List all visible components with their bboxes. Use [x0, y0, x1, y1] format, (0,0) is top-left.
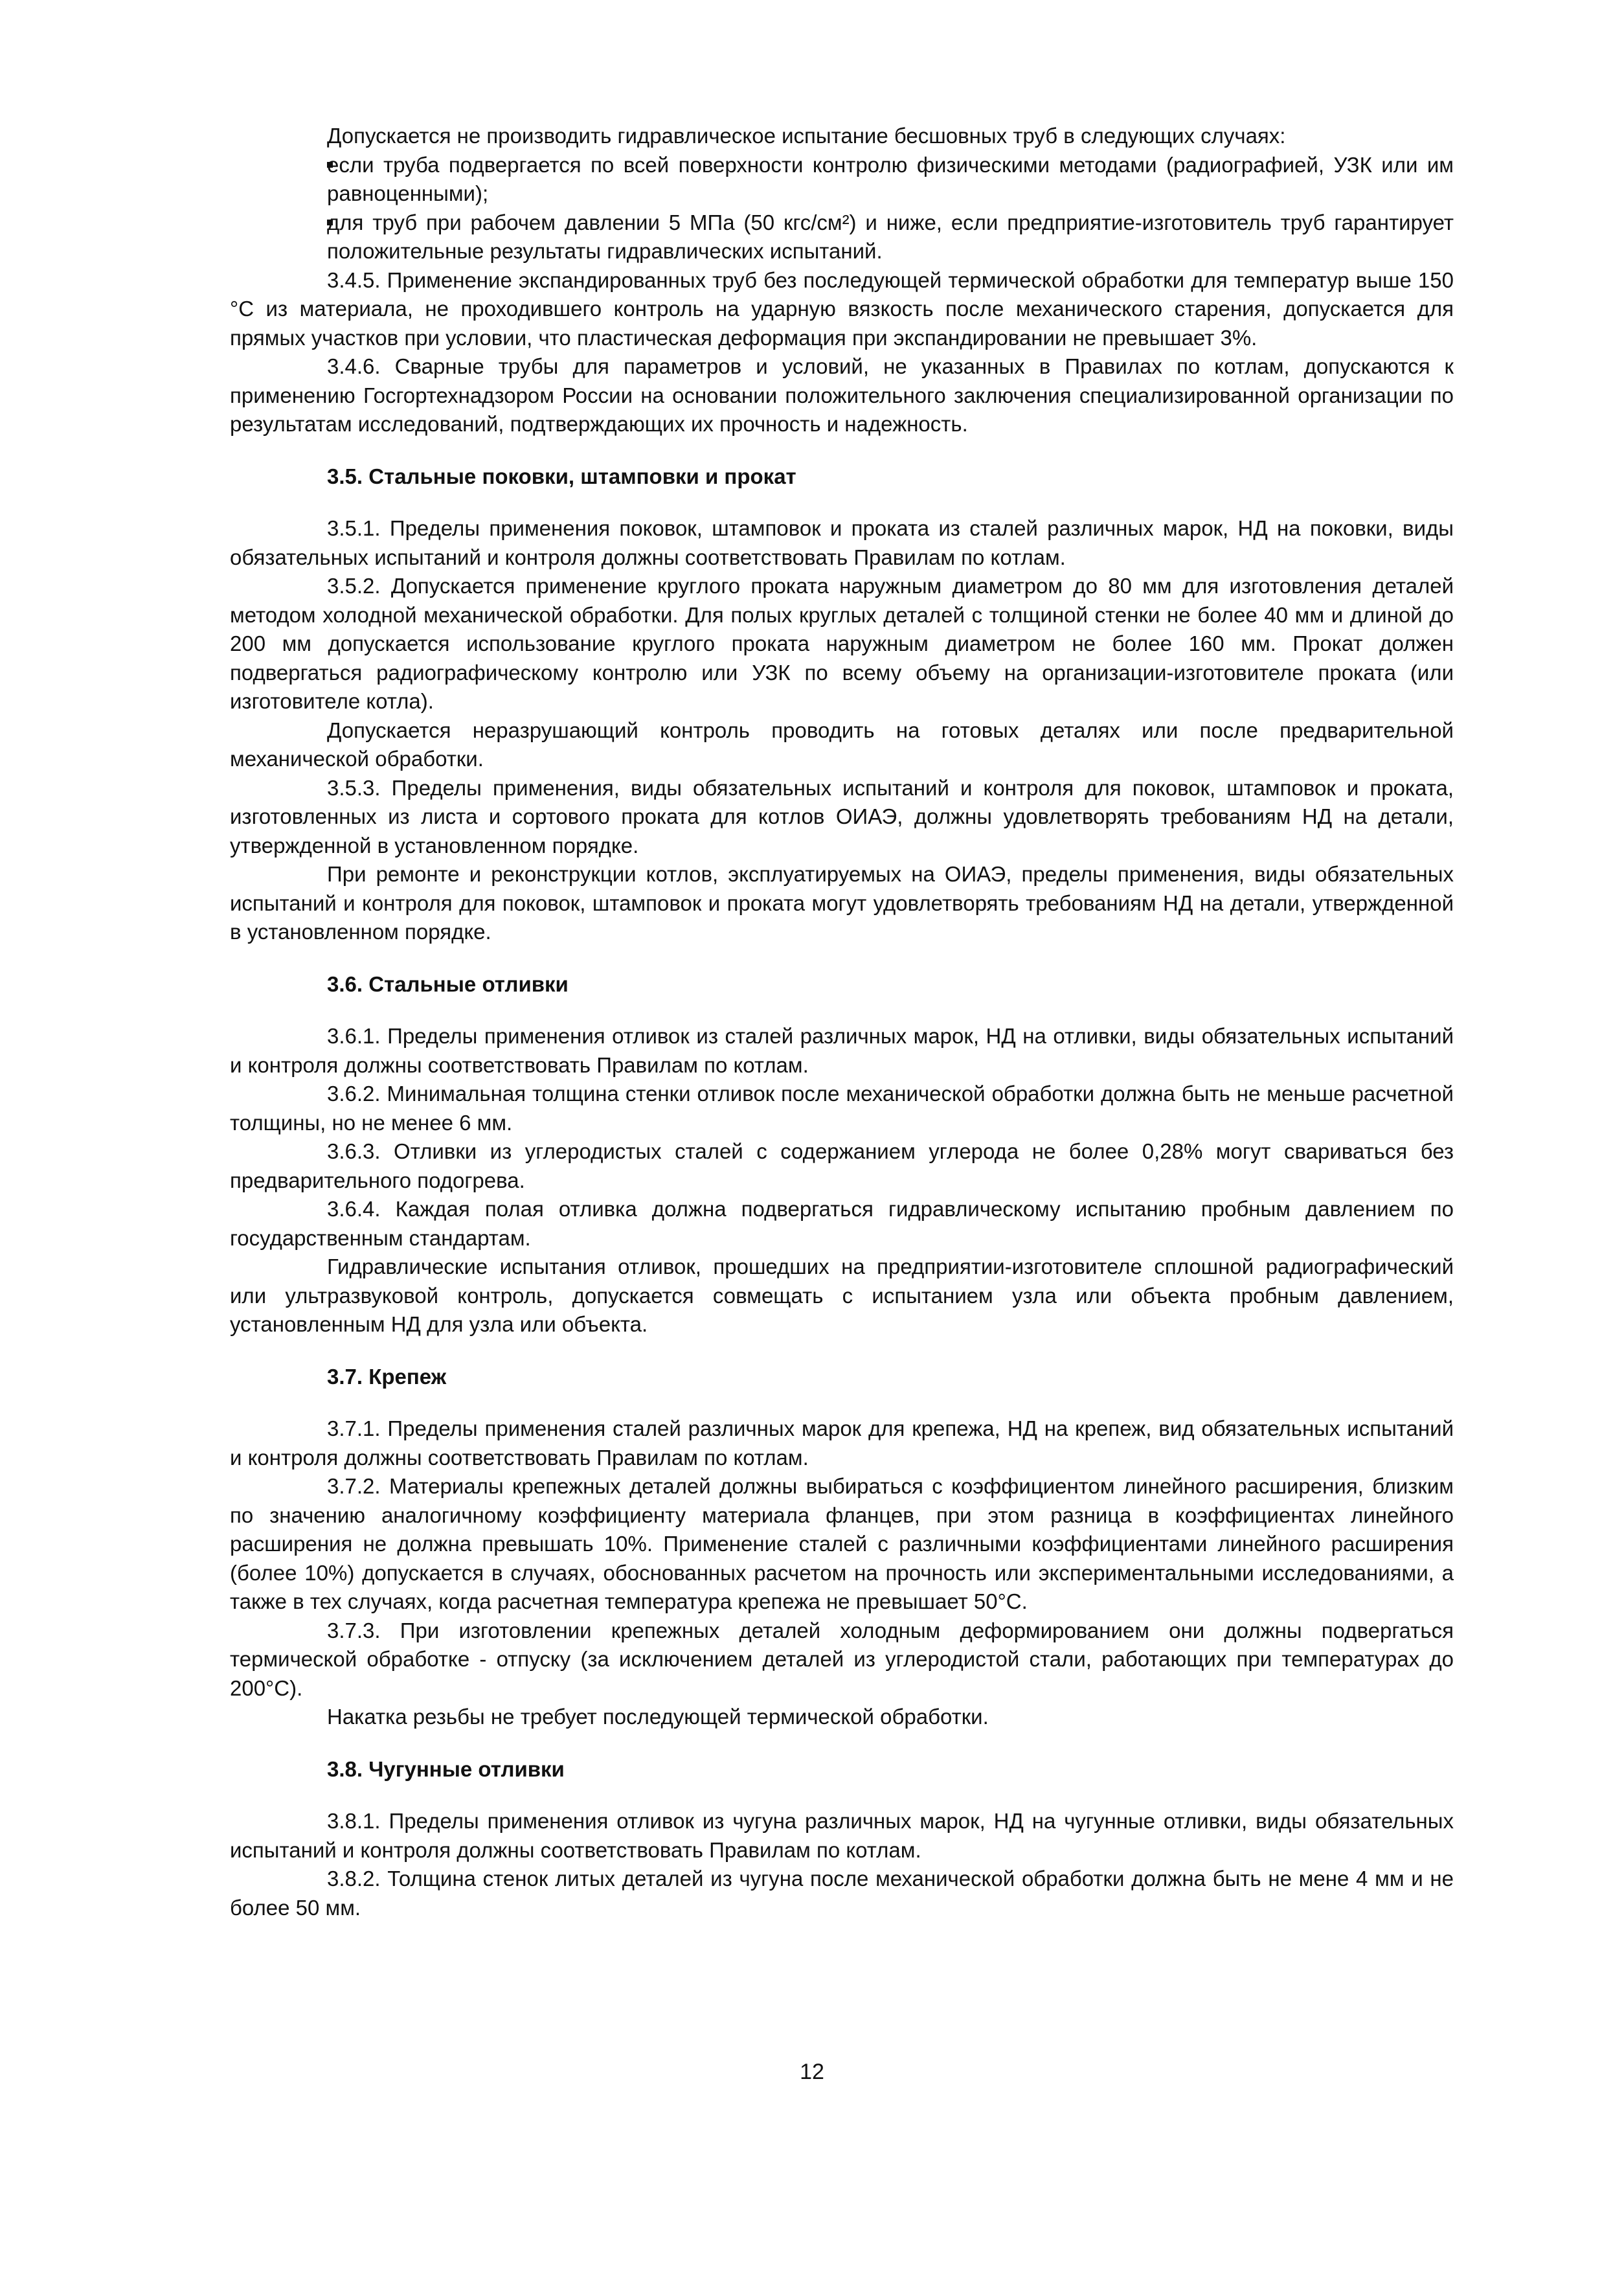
paragraph-3-7-1: 3.7.1. Пределы применения сталей различных марок для крепежа, НД на крепеж, вид обязательных испытаний и контроля должны соответствовать Правилам по котлам.	[230, 1416, 1454, 1470]
section-heading-3-5: 3.5. Стальные поковки, штамповки и прокат	[327, 464, 796, 488]
paragraph-3-4-5: 3.4.5. Применение экспандированных труб без последующей термической обработки для температур выше 150 °С из материала, не проходившего контроль на ударную вязкость после механического старения, допускается для прямых участков при условии, что пластическая деформация при экспандировании не превышает 3%.	[230, 267, 1454, 350]
paragraph-3-6-4-cont: Гидравлические испытания отливок, прошедших на предприятии-изготовителе сплошной радиографический или ультразвуковой контроль, допускается совмещать с испытанием узла или объекта пробным давлением, установленным НД для узла или объекта.	[230, 1255, 1454, 1336]
paragraph-3-5-3-cont: При ремонте и реконструкции котлов, эксплуатируемых на ОИАЭ, пределы применения, виды обязательных испытаний и контроля для поковок, штамповок и проката могут удовлетворять требованиям НД на детали, утвержденной в установленном порядке.	[230, 862, 1454, 944]
bullet-text: для труб при рабочем давлении 5 МПа (50 кгс/см²) и ниже, если предприятие-изготовитель труб гарантирует положительные результаты гидравлических испытаний.	[327, 210, 1454, 263]
page-body	[230, 122, 1454, 1922]
paragraph-3-8-1: 3.8.1. Пределы применения отливок из чугуна различных марок, НД на чугунные отливки, виды обязательных испытаний и контроля должны соответствовать Правилам по котлам.	[230, 1809, 1454, 1862]
paragraph-3-7-2: 3.7.2. Материалы крепежных деталей должны выбираться с коэффициентом линейного расширения, близким по значению аналогичному коэффициенту материала фланцев, при этом разница в коэффициентах линейного расширения не должна превышать 10%. Применение сталей с различными коэффициентами линейного расширения (более 10%) допускается в случаях, обоснованных расчетом на прочность или экспериментальными исследованиями, а также в тех случаях, когда расчетная температура крепежа не превышает 50°С.	[230, 1474, 1454, 1613]
section-heading-3-7: 3.7. Крепеж	[327, 1364, 447, 1389]
paragraph-3-5-1: 3.5.1. Пределы применения поковок, штамповок и проката из сталей различных марок, НД на поковки, виды обязательных испытаний и контроля должны соответствовать Правилам по котлам.	[230, 516, 1454, 569]
bullet-text: если труба подвергается по всей поверхности контролю физическими методами (радиографией, УЗК или им равноценными);	[327, 152, 1454, 205]
page-number: 12	[800, 2060, 824, 2084]
paragraph-3-5-2-cont: Допускается неразрушающий контроль проводить на готовых деталях или после предварительной механической обработки.	[230, 718, 1454, 771]
paragraph-3-4-6: 3.4.6. Сварные трубы для параметров и условий, не указанных в Правилах по котлам, допускаются к применению Госгортехнадзором России на основании положительного заключения специализированной организации по результатам исследований, подтверждающих их прочность и надежность.	[230, 354, 1454, 436]
paragraph-3-5-2: 3.5.2. Допускается применение круглого проката наружным диаметром до 80 мм для изготовления деталей методом холодной механической обработки. Для полых круглых деталей с толщиной стенки не более 40 мм и длиной до 200 мм допускается использование круглого проката наружным диаметром не более 160 мм. Прокат должен подвергаться радиографическому контролю или УЗК по всему объему на организации-изготовителе проката (или изготовителе котла).	[230, 574, 1454, 713]
bullet-item	[230, 209, 1454, 266]
paragraph-3-6-2: 3.6.2. Минимальная толщина стенки отливок после механической обработки должна быть не меньше расчетной толщины, но не менее 6 мм.	[230, 1082, 1454, 1135]
paragraph-3-6-4: 3.6.4. Каждая полая отливка должна подвергаться гидравлическому испытанию пробным давлением по государственным стандартам.	[230, 1197, 1454, 1250]
section-heading-3-6: 3.6. Стальные отливки	[327, 971, 569, 996]
section-heading-3-8: 3.8. Чугунные отливки	[327, 1756, 565, 1781]
paragraph-3-7-3-cont: Накатка резьбы не требует последующей термической обработки.	[327, 1705, 989, 1729]
intro-paragraph: Допускается не производить гидравлическое испытание бесшовных труб в следующих случаях:	[327, 124, 1286, 148]
paragraph-3-8-2: 3.8.2. Толщина стенок литых деталей из чугуна после механической обработки должна быть не мене 4 мм и не более 50 мм.	[230, 1867, 1454, 1920]
paragraph-3-5-3: 3.5.3. Пределы применения, виды обязательных испытаний и контроля для поковок, штамповок и проката, изготовленных из листа и сортового проката для котлов ОИАЭ, должны удовлетворять требованиям НД на детали, утвержденной в установленном порядке.	[230, 775, 1454, 858]
paragraph-3-6-1: 3.6.1. Пределы применения отливок из сталей различных марок, НД на отливки, виды обязательных испытаний и контроля должны соответствовать Правилам по котлам.	[230, 1024, 1454, 1077]
paragraph-3-6-3: 3.6.3. Отливки из углеродистых сталей с содержанием углерода не более 0,28% могут свариваться без предварительного подогрева.	[230, 1139, 1454, 1192]
bullet-item	[230, 151, 1454, 209]
paragraph-3-7-3: 3.7.3. При изготовлении крепежных деталей холодным деформированием они должны подвергаться термической обработке - отпуску (за исключением деталей из углеродистой стали, работающих при температурах до 200°С).	[230, 1618, 1454, 1700]
